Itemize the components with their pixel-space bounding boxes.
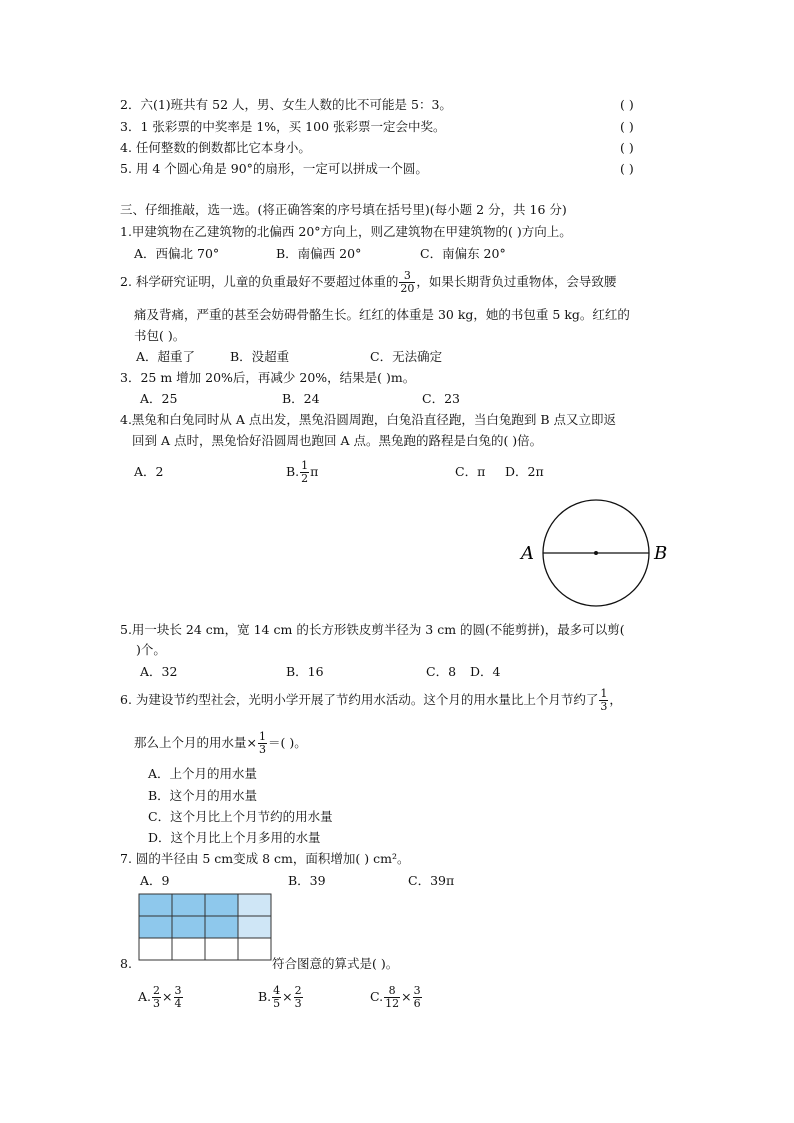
q8-option-a[interactable]: [138, 980, 184, 1014]
q2-stem-line2: 痛及背痛，严重的甚至会妨碍骨骼生长。红红的体重是 30 kg，她的书包重 5 kg。红红的: [134, 307, 630, 322]
point-b-label: B: [654, 543, 668, 564]
q8-b-times: ×: [282, 989, 293, 1004]
q5-option-b[interactable]: B．16: [286, 664, 324, 679]
q2-stem-post: ，如果长期背负过重物体，会导致腰: [416, 274, 617, 289]
q4-option-b-pi: π: [310, 464, 319, 479]
q5-option-d[interactable]: D．4: [470, 664, 501, 679]
q6-fraction-2: [258, 731, 267, 756]
circle-diagram: [515, 494, 675, 614]
judge-item-4: 4. 任何整数的倒数都比它本身小。: [120, 140, 311, 155]
q6-line2-pre: 那么上个月的用水量×: [134, 735, 257, 750]
answer-paren-2[interactable]: ( ): [620, 97, 634, 112]
q2-frac-den: 20: [400, 282, 415, 295]
judge-item-5: 5. 用 4 个圆心角是 90°的扇形，一定可以拼成一个圆。: [120, 161, 428, 176]
q6-stem-text: 6. 为建设节约型社会，光明小学开展了节约用水活动。这个月的用水量比上个月节约了: [120, 692, 599, 707]
section-heading: 三、仔细推敲，选一选。(将正确答案的序号填在括号里)(每小题 2 分，共 16 分): [120, 202, 567, 217]
q3-option-a[interactable]: A．25: [140, 391, 178, 406]
q8-c-frac-2: [413, 985, 422, 1010]
q8-c-den-1: 12: [385, 997, 400, 1010]
grid-cell: [172, 938, 205, 960]
q5-stem-line2: )个。: [136, 642, 166, 657]
q5-option-a[interactable]: A．32: [140, 664, 178, 679]
q8-c-num-1: 8: [384, 985, 400, 998]
q8-option-b[interactable]: [258, 980, 304, 1014]
answer-paren-4[interactable]: ( ): [620, 140, 634, 155]
q2-frac-num: 3: [399, 270, 415, 283]
q2-option-a[interactable]: A．超重了: [136, 349, 196, 364]
q8-b-num-2: 2: [294, 984, 302, 997]
q8-b-den-2: 3: [294, 997, 302, 1010]
q4-option-a[interactable]: A．2: [134, 464, 164, 479]
q6-stem-line2: [134, 725, 307, 761]
fraction-grid: [138, 893, 273, 963]
q8-b-prefix: B.: [258, 989, 272, 1004]
q8-a-den-2: 4: [174, 997, 182, 1010]
q7-stem: 7. 圆的半径由 5 cm变成 8 cm，面积增加( ) cm²。: [120, 851, 410, 866]
q8-number: 8.: [120, 956, 132, 971]
q6-option-d[interactable]: D．这个月比上个月多用的水量: [148, 830, 321, 845]
q1-option-b[interactable]: B．南偏西 20°: [276, 246, 362, 261]
q6-frac1-num: 1: [600, 687, 608, 700]
q6-stem-end: ，: [609, 692, 622, 707]
q5-option-c[interactable]: C．8: [426, 664, 457, 679]
q8-b-frac-1: [272, 985, 281, 1010]
q8-c-times: ×: [401, 989, 412, 1004]
q2-option-b[interactable]: B．没超重: [230, 349, 290, 364]
grid-cell: [139, 938, 172, 960]
q8-c-frac-1: [384, 985, 400, 1010]
q2-stem-line3: 书包( )。: [134, 328, 186, 343]
q4-b-frac-num: 1: [301, 459, 309, 472]
q6-stem-line1: [120, 682, 622, 718]
q8-a-prefix: A.: [138, 989, 152, 1004]
grid-cell: [238, 938, 271, 960]
q4-stem-line2: 回到 A 点时，黑兔恰好沿圆周也跑回 A 点。黑兔跑的路程是白兔的( )倍。: [132, 433, 543, 448]
q1-option-a[interactable]: A．西偏北 70°: [134, 246, 220, 261]
q7-option-c[interactable]: C．39π: [408, 873, 455, 888]
q8-c-den-2: 6: [413, 997, 421, 1010]
q6-frac1-den: 3: [600, 700, 608, 713]
q8-a-frac-2: [174, 985, 183, 1010]
q8-a-den-1: 3: [153, 997, 161, 1010]
grid-cell: [172, 894, 205, 916]
grid-cell: [139, 894, 172, 916]
grid-cell: [205, 938, 238, 960]
q6-frac2-den: 3: [258, 743, 266, 756]
q2-fraction: [399, 270, 415, 295]
q8-b-frac-2: [294, 985, 303, 1010]
q8-option-c[interactable]: [370, 980, 423, 1014]
grid-cell: [172, 916, 205, 938]
q3-option-c[interactable]: C．23: [422, 391, 460, 406]
q4-option-c[interactable]: C．π: [455, 464, 486, 479]
center-dot: [594, 551, 598, 555]
q2-stem-pre: 2. 科学研究证明，儿童的负重最好不要超过体重的: [120, 274, 399, 289]
q7-option-b[interactable]: B．39: [288, 873, 326, 888]
grid-cell: [139, 916, 172, 938]
q8-c-num-2: 3: [413, 984, 421, 997]
grid-cell: [205, 916, 238, 938]
q4-stem-line1: 4.黑兔和白兔同时从 A 点出发，黑兔沿圆周跑，白兔沿直径跑，当白兔跑到 B 点又立即返: [120, 412, 617, 427]
q6-option-b[interactable]: B．这个月的用水量: [148, 788, 258, 803]
q8-a-times: ×: [162, 989, 173, 1004]
q8-b-den-1: 5: [273, 997, 281, 1010]
q6-option-c[interactable]: C．这个月比上个月节约的用水量: [148, 809, 333, 824]
q4-option-b-fraction: [300, 460, 309, 485]
q6-option-a[interactable]: A．上个月的用水量: [148, 766, 258, 781]
q6-line2-post: ＝( )。: [267, 735, 307, 750]
q6-frac2-num: 1: [258, 730, 266, 743]
q8-a-num-1: 2: [153, 984, 161, 997]
judge-item-3: 3．1 张彩票的中奖率是 1%，买 100 张彩票一定会中奖。: [120, 119, 446, 134]
q4-option-b-prefix: B.: [286, 464, 300, 479]
grid-cell: [238, 894, 271, 916]
q8-a-num-2: 3: [174, 984, 182, 997]
grid-cell: [238, 916, 271, 938]
q8-b-num-1: 4: [273, 984, 281, 997]
q4-option-d[interactable]: D．2π: [505, 464, 544, 479]
q1-option-c[interactable]: C．南偏东 20°: [420, 246, 506, 261]
q8-c-prefix: C.: [370, 989, 384, 1004]
answer-paren-5[interactable]: ( ): [620, 161, 634, 176]
answer-paren-3[interactable]: ( ): [620, 119, 634, 134]
q7-option-a[interactable]: A．9: [140, 873, 170, 888]
q8-stem: 符合图意的算式是( )。: [272, 956, 399, 971]
q2-stem-line1: [120, 264, 616, 300]
q3-stem: 3．25 m 增加 20%后，再减少 20%，结果是( )m。: [120, 370, 416, 385]
point-a-label: A: [521, 543, 534, 564]
grid-cell: [205, 894, 238, 916]
q8-a-frac-1: [152, 985, 161, 1010]
q3-option-b[interactable]: B．24: [282, 391, 320, 406]
q4-option-b[interactable]: [286, 458, 318, 486]
judge-item-2: 2．六(1)班共有 52 人，男、女生人数的比不可能是 5：3。: [120, 97, 452, 112]
q2-option-c[interactable]: C．无法确定: [370, 349, 443, 364]
q4-b-frac-den: 2: [301, 472, 309, 485]
q1-stem: 1.甲建筑物在乙建筑物的北偏西 20°方向上，则乙建筑物在甲建筑物的( )方向上。: [120, 224, 572, 239]
q5-stem-line1: 5.用一块长 24 cm，宽 14 cm 的长方形铁皮剪半径为 3 cm 的圆(不能剪拼)，最多可以剪(: [120, 622, 625, 637]
q6-fraction-1: [599, 688, 608, 713]
